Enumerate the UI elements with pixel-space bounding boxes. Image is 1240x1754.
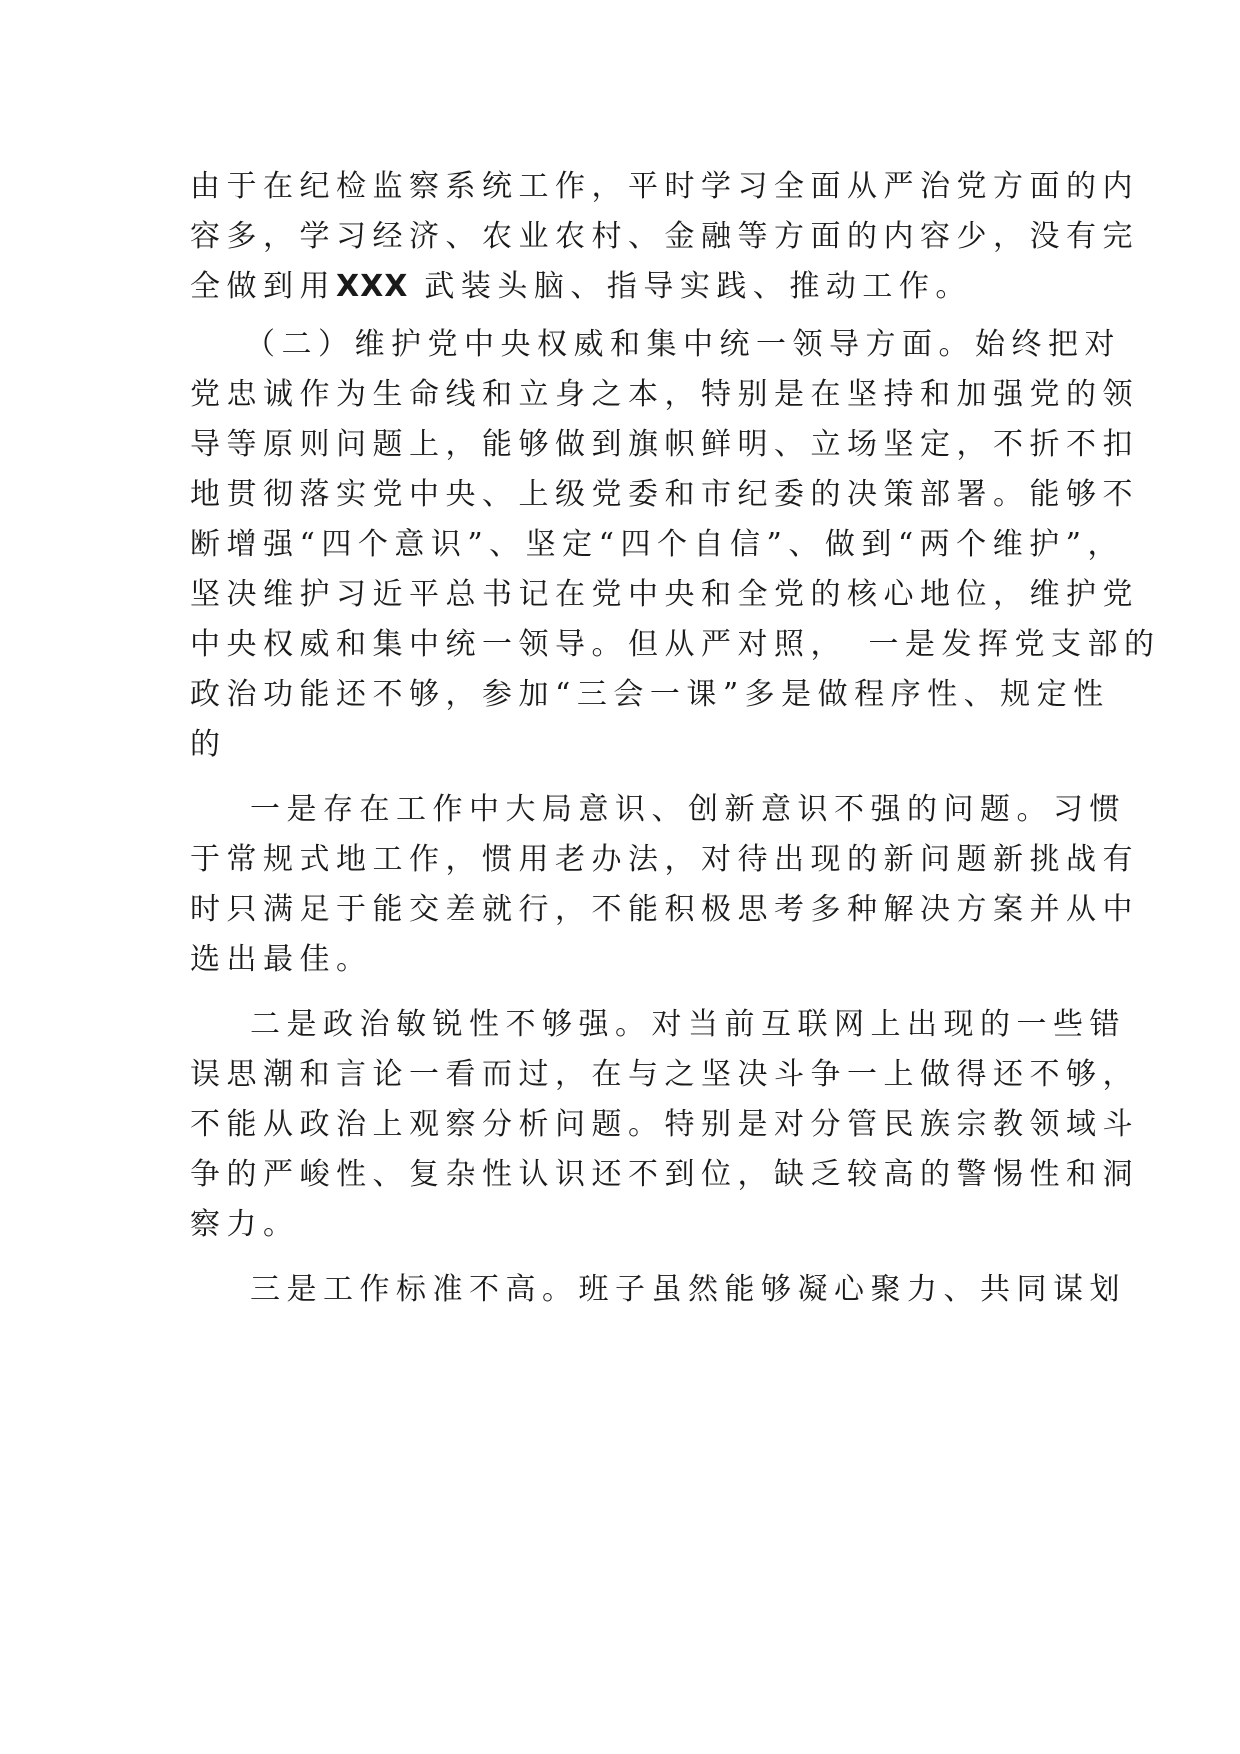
text-line: 争的严峻性、复杂性认识还不到位，缺乏较高的警惕性和洞 (190, 1157, 1139, 1192)
text-line: 导等原则问题上，能够做到旗帜鲜明、立场坚定，不折不扣 (190, 427, 1139, 462)
text-line: 时只满足于能交差就行，不能积极思考多种解决方案并从中 (190, 892, 1139, 927)
text-line: 由于在纪检监察系统工作，平时学习全面从严治党方面的内 (190, 169, 1139, 204)
paragraph-first-line: 一是存在工作中大局意识、创新意识不强的问题。习惯 (250, 792, 1126, 827)
text-line: 坚决维护习近平总书记在党中央和全党的核心地位，维护党 (190, 577, 1139, 612)
text-line: 容多，学习经济、农业农村、金融等方面的内容少，没有完 (190, 219, 1139, 254)
text-line: 于常规式地工作，惯用老办法，对待出现的新问题新挑战有 (190, 842, 1139, 877)
text-segment: 全做到用 (190, 269, 336, 304)
text-line (190, 262, 1050, 312)
text-line: 政治功能还不够，参加“三会一课”多是做程序性、规定性 (190, 677, 1110, 712)
paragraph-first-line: 三是工作标准不高。班子虽然能够凝心聚力、共同谋划 (250, 1272, 1126, 1307)
text-segment: 武装头脑、指导实践、推动工作。 (408, 269, 972, 304)
text-line: 党忠诚作为生命线和立身之本，特别是在坚持和加强党的领 (190, 377, 1139, 412)
text-line: 中央权威和集中统一领导。但从严对照， 一是发挥党支部的 (190, 627, 1161, 662)
section-heading-line: （二）维护党中央权威和集中统一领导方面。始终把对 (245, 327, 1121, 362)
text-line: 断增强“四个意识”、坚定“四个自信”、做到“两个维护”， (190, 527, 1125, 562)
paragraph-first-line: 二是政治敏锐性不够强。对当前互联网上出现的一些错 (250, 1007, 1126, 1042)
text-line: 不能从政治上观察分析问题。特别是对分管民族宗教领域斗 (190, 1107, 1139, 1142)
text-line: 地贯彻落实党中央、上级党委和市纪委的决策部署。能够不 (190, 477, 1139, 512)
text-line: 选出最佳。 (190, 942, 373, 977)
text-line: 误思潮和言论一看而过，在与之坚决斗争一上做得还不够， (190, 1057, 1139, 1092)
text-line: 察力。 (190, 1207, 300, 1242)
text-line: 的 (190, 727, 227, 762)
placeholder-xxx: XXX (336, 269, 409, 304)
